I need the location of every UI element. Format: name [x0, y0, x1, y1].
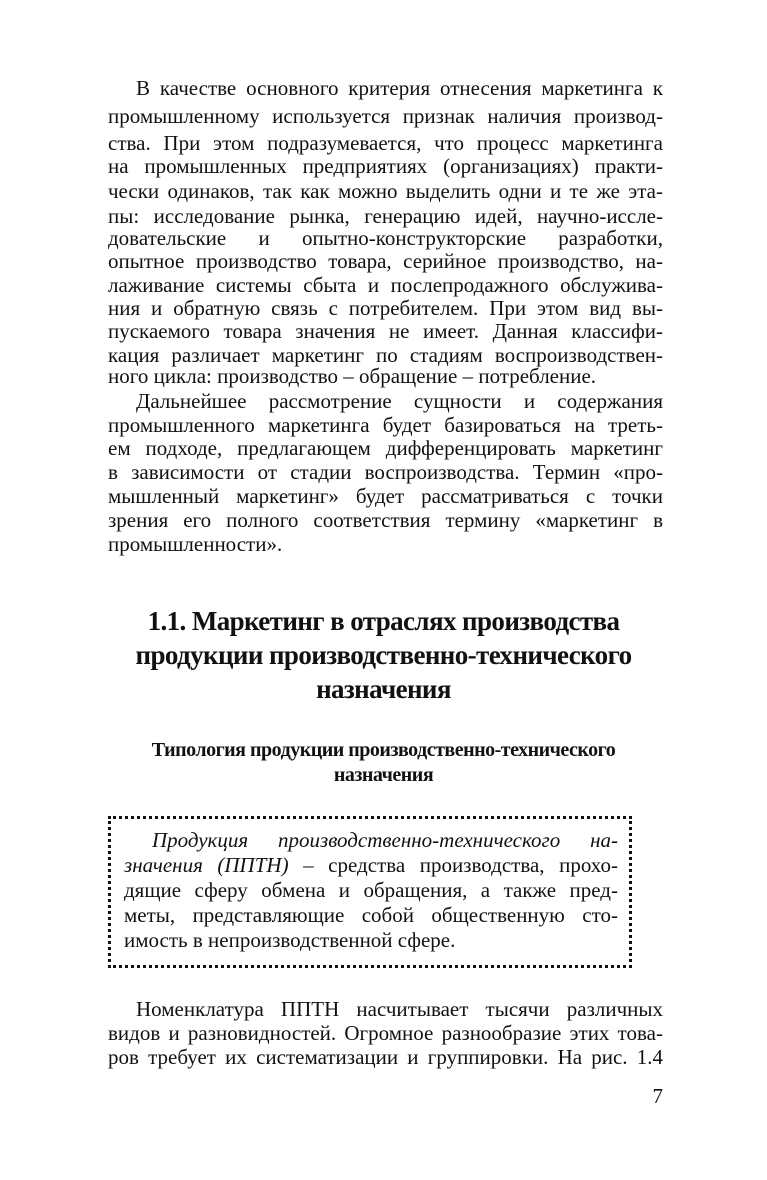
paragraph-line: ного цикла: производство – обращение – потребление.: [108, 364, 597, 388]
paragraph-line: видов и разновидностей. Огромное разнообразие этих това-: [108, 1021, 663, 1045]
subsection-heading-line: Типология продукции производственно-технического: [151, 739, 616, 761]
paragraph-line: кация различает маркетинг по стадиям воспроизводствен-: [108, 343, 663, 367]
section-heading-line: 1.1. Маркетинг в отраслях производства: [147, 606, 620, 636]
paragraph-line: В качестве основного критерия отнесения маркетинга к: [136, 76, 663, 100]
paragraph-line: мышленный маркетинг» будет рассматриваться с точки: [108, 484, 663, 508]
paragraph-line: промышленному используется признак наличия производ-: [108, 104, 663, 128]
section-heading-line: продукции производственно-технического: [135, 640, 632, 670]
paragraph-line: ния и обратную связь с потребителем. При этом вид вы-: [108, 296, 663, 320]
paragraph-line: довательские и опытно-конструкторские разработки,: [108, 226, 663, 250]
definition-line: [124, 851, 618, 879]
definition-term: Продукция производственно-технического на-: [152, 828, 618, 852]
paragraph-line: Дальнейшее рассмотрение сущности и содержания: [136, 389, 663, 413]
paragraph-line: промышленного маркетинга будет базироваться на треть-: [108, 413, 663, 437]
page-number: 7: [652, 1084, 663, 1108]
definition-text: – средства производства, прохо-: [288, 853, 618, 877]
paragraph-line: ства. При этом подразумевается, что процесс маркетинга: [108, 131, 663, 155]
paragraph-line: чески одинаков, так как можно выделить одни и те же эта-: [108, 179, 663, 203]
paragraph-line: Номенклатура ППТН насчитывает тысячи различных: [136, 997, 663, 1021]
paragraph-line: пы: исследование рынка, генерацию идей, научно-иссле-: [108, 204, 663, 228]
paragraph-line: в зависимости от стадии воспроизводства. Термин «про-: [108, 460, 663, 484]
definition-term-abbreviation: значения (ППТН): [124, 853, 289, 877]
section-heading-line: назначения: [316, 674, 451, 704]
paragraph-line: опытное производство товара, серийное производство, на-: [108, 249, 663, 273]
definition-line: имость в непроизводственной сфере.: [124, 928, 456, 952]
subsection-heading-line: назначения: [333, 764, 434, 786]
paragraph-line: зрения его полного соответствия термину «маркетинг в: [108, 508, 663, 532]
paragraph-line: ем подходе, предлагающем дифференцировать маркетинг: [108, 436, 663, 460]
paragraph-line: лаживание системы сбыта и послепродажного обслужива-: [108, 273, 663, 297]
definition-line: дящие сферу обмена и обращения, а также пред-: [124, 878, 618, 902]
definition-line: меты, представляющие собой общественную сто-: [124, 903, 618, 927]
paragraph-line: пускаемого товара значения не имеет. Данная классифи-: [108, 319, 663, 343]
paragraph-line: промышленности».: [108, 532, 283, 556]
definition-term-line: [152, 826, 618, 854]
paragraph-line: на промышленных предприятиях (организациях) практи-: [108, 154, 663, 178]
paragraph-line: ров требует их систематизации и группировки. На рис. 1.4: [108, 1045, 663, 1069]
